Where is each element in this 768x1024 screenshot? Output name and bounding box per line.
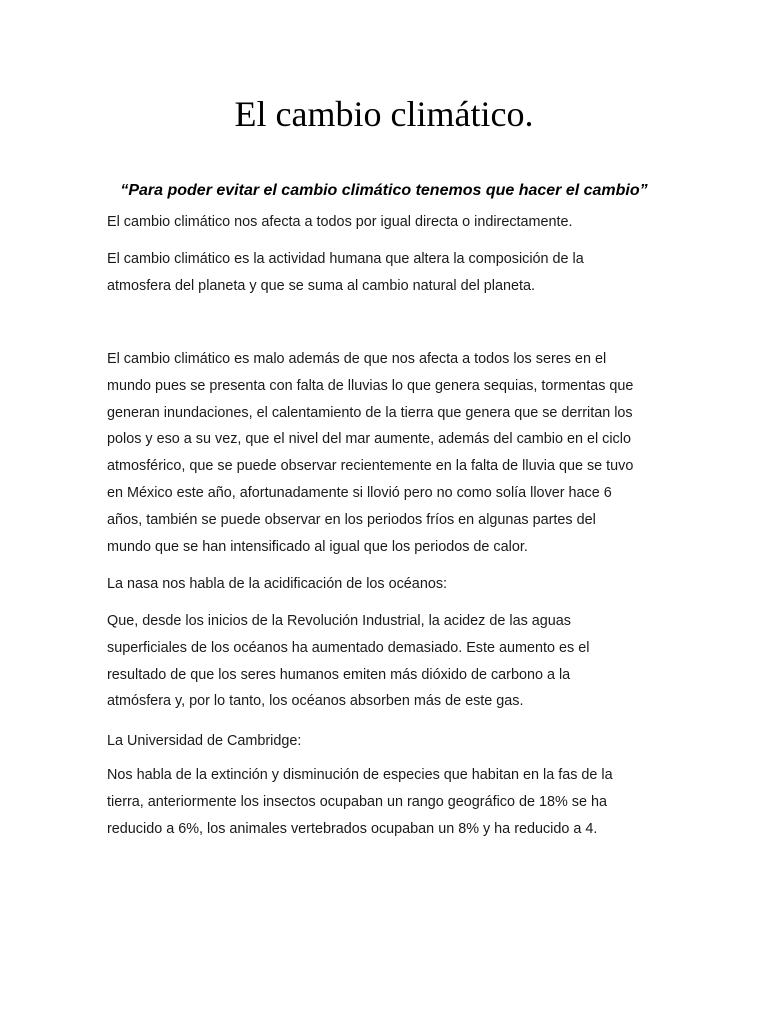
paragraph-2: El cambio climático es la actividad humana que altera la composición de la atmosfera del planeta y que se suma al cambio natural del planeta. [107,251,584,294]
paragraph-7: Nos habla de la extinción y disminución de especies que habitan en la fas de la tierra, anteriormente los insectos ocupaban un rango geográfico de 18% se ha reducido a 6%, los animales vertebrados ocupaban un 8% y ha reducido a 4. [107,767,613,837]
document-title: El cambio climático. [234,94,534,134]
paragraph-4: La nasa nos habla de la acidificación de los océanos: [107,576,448,592]
paragraph-5: Que, desde los inicios de la Revolución Industrial, la acidez de las aguas superficiales de los océanos ha aumentado demasiado. Este aumento es el resultado de que los seres humanos emiten más dióxido de carbono a la atmósfera y, por lo tanto, los océanos absorben más de este gas. [107,613,590,710]
paragraph-1: El cambio climático nos afecta a todos por igual directa o indirectamente. [107,214,573,230]
document-quote: “Para poder evitar el cambio climático tenemos que hacer el cambio” [120,182,648,199]
paragraph-6: La Universidad de Cambridge: [107,733,302,749]
paragraph-3: El cambio climático es malo además de que nos afecta a todos los seres en el mundo pues se presenta con falta de lluvias lo que genera sequias, tormentas que generan inundaciones, el calentamiento de la tierra que genera que se derritan los polos y eso a su vez, que el nivel del mar aumente, además del cambio en el ciclo atmosférico, que se puede observar recientemente en la falta de lluvia que se tuvo en México este año, afortunadamente si llovió pero no como solía llover hace 6 años, también se puede observar en los periodos fríos en algunas partes del mundo que se han intensificado al igual que los periodos de calor. [107,351,634,555]
